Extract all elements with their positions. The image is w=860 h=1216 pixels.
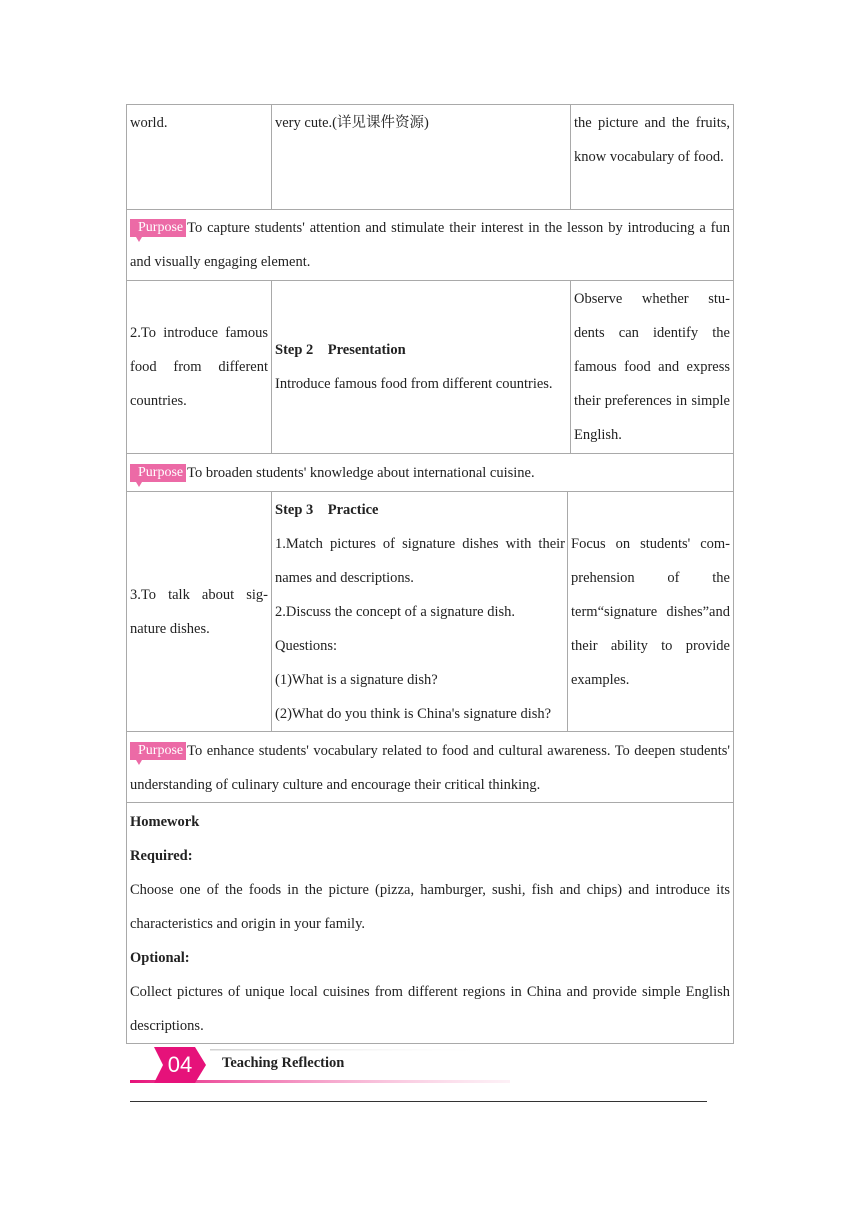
activity-cell: very cute.(详见课件资源)	[275, 115, 429, 131]
purpose-tag: Purpose	[130, 464, 186, 482]
step-heading: Step 3 Practice	[275, 502, 379, 518]
table-column-rule	[271, 491, 272, 731]
homework-section	[130, 805, 730, 1043]
activity-line: Questions:	[275, 638, 338, 654]
objective-cell: 3.To talk about sig- nature dishes.	[130, 587, 268, 637]
purpose-tag: Purpose	[130, 742, 186, 760]
table-rule	[126, 802, 734, 803]
activity-text: Introduce famous food from different countries.	[275, 376, 553, 392]
table-rule	[126, 491, 734, 492]
purpose-tag: Purpose	[130, 219, 186, 237]
assessment-cell: Observe whether stu- dents can identify the famous food and express their preferences in simple English.	[574, 291, 730, 443]
activity-cell	[275, 333, 567, 401]
purpose-note	[130, 456, 730, 490]
optional-text: Collect pictures of unique local cuisines from different regions in China and provide simple English descriptions.	[130, 984, 730, 1034]
table-column-rule	[567, 491, 568, 731]
optional-label: Optional:	[130, 950, 190, 966]
table-rule	[126, 731, 734, 732]
section-title: Teaching Reflection	[222, 1055, 345, 1071]
purpose-text: To capture students' attention and stimulate their interest in the lesson by introducing a fun and visually engaging element.	[130, 220, 730, 270]
table-column-rule	[570, 280, 571, 453]
section-number: 04	[167, 1052, 193, 1077]
objective-cell: world.	[130, 115, 168, 131]
table-column-rule	[271, 280, 272, 453]
table-column-rule	[271, 104, 272, 209]
assessment-cell: Focus on students' com- prehension of the term“signature dishes”and their ability to provide examples.	[571, 536, 730, 688]
footer-rule	[130, 1101, 707, 1102]
required-label: Required:	[130, 848, 193, 864]
activity-line: 1.Match pictures of signature dishes with their names and descriptions.	[275, 536, 565, 586]
table-column-rule	[570, 104, 571, 209]
purpose-text: To enhance students' vocabulary related to food and cultural awareness. To deepen students' understanding of culinary culture and encourage their critical thinking.	[130, 743, 730, 793]
step-heading: Step 2 Presentation	[275, 342, 406, 358]
activity-line: (2)What do you think is China's signature dish?	[275, 706, 552, 722]
purpose-text: To broaden students' knowledge about international cuisine.	[187, 465, 535, 481]
purpose-note	[130, 211, 730, 279]
table-rule	[126, 280, 734, 281]
activity-line: (1)What is a signature dish?	[275, 672, 438, 688]
purpose-note	[130, 734, 730, 802]
required-text: Choose one of the foods in the picture (pizza, hamburger, sushi, fish and chips) and introduce its characteristics and origin in your family.	[130, 882, 730, 932]
activity-cell	[275, 493, 565, 731]
table-rule	[126, 453, 734, 454]
homework-title: Homework	[130, 814, 200, 830]
objective-cell: 2.To introduce famous food from different countries.	[130, 325, 268, 409]
activity-line: 2.Discuss the concept of a signature dish.	[275, 604, 516, 620]
assessment-cell: the picture and the fruits, know vocabulary of food.	[574, 115, 730, 165]
table-rule	[126, 209, 734, 210]
